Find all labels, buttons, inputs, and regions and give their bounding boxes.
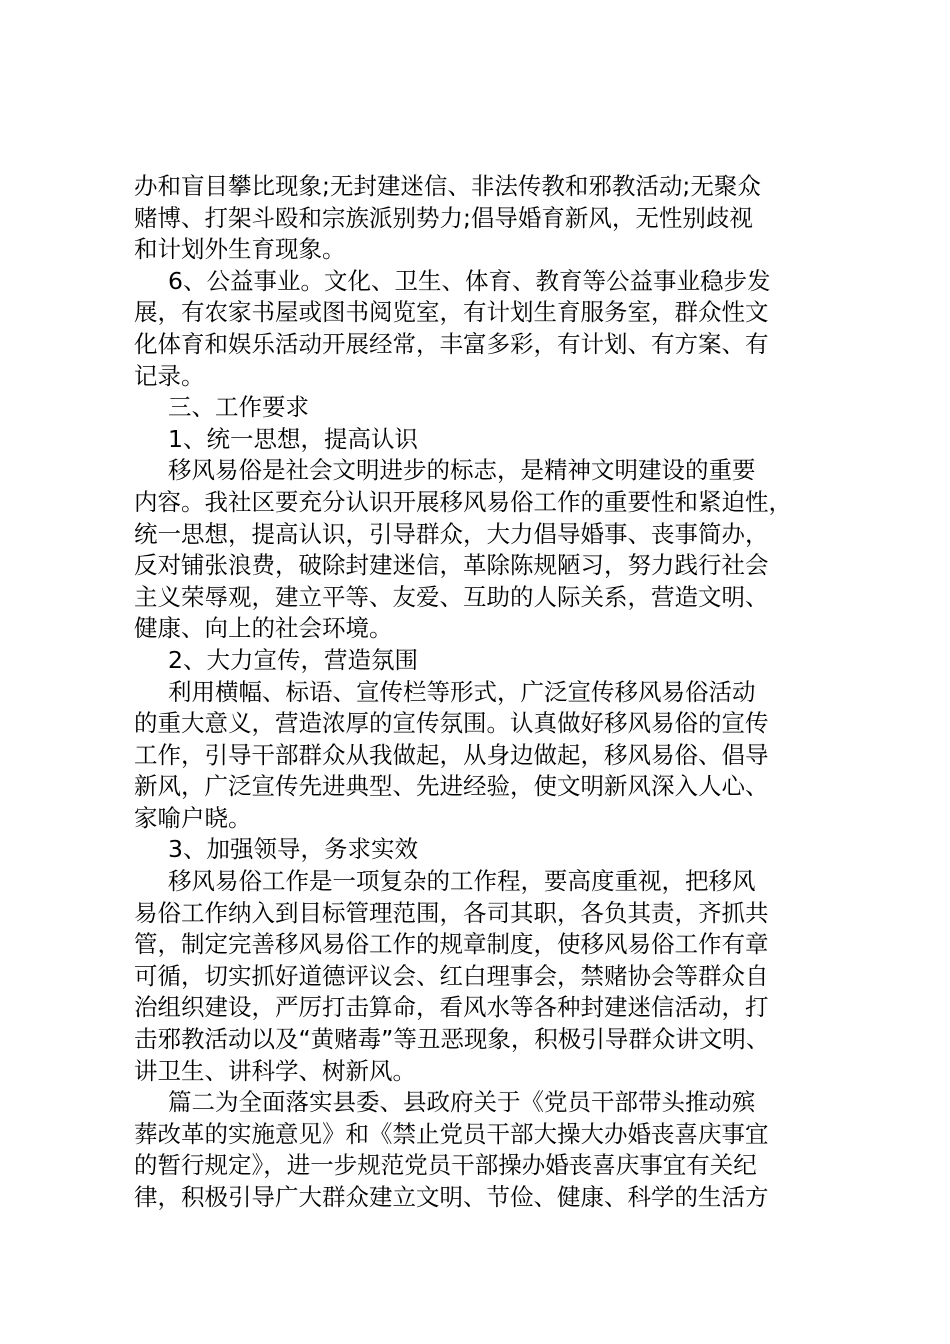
text-line: 易俗工作纳入到目标管理范围，各司其职，各负其责，齐抓共 xyxy=(134,898,769,927)
text-line: 内容。我社区要充分认识开展移风易俗工作的重要性和紧迫性， xyxy=(134,487,792,516)
text-line: 管，制定完善移风易俗工作的规章制度，使移风易俗工作有章 xyxy=(134,930,769,959)
text-line: 主义荣辱观，建立平等、友爱、互助的人际关系，营造文明、 xyxy=(134,582,769,611)
text-line: 反对铺张浪费，破除封建迷信，革除陈规陋习，努力践行社会 xyxy=(134,551,769,580)
text-line: 2、大力宣传，营造氛围 xyxy=(168,645,418,674)
text-line: 治组织建设，严厉打击算命，看风水等各种封建迷信活动，打 xyxy=(134,993,769,1022)
text-line: 1、统一思想，提高认识 xyxy=(168,424,418,453)
text-line: 利用横幅、标语、宣传栏等形式，广泛宣传移风易俗活动 xyxy=(168,677,756,706)
text-line: 记录。 xyxy=(134,361,205,390)
text-line: 律，积极引导广大群众建立文明、节俭、健康、科学的生活方 xyxy=(134,1183,769,1211)
text-line: 可循，切实抓好道德评议会、红白理事会，禁赌协会等群众自 xyxy=(134,961,769,990)
text-line: 的重大意义，营造浓厚的宣传氛围。认真做好移风易俗的宣传 xyxy=(134,709,769,738)
text-line: 篇二为全面落实县委、县政府关于《党员干部带头推动殡 xyxy=(168,1088,756,1117)
text-line: 移风易俗工作是一项复杂的工作程，要高度重视，把移风 xyxy=(168,867,756,896)
text-line: 三、工作要求 xyxy=(168,393,309,422)
text-line: 讲卫生、讲科学、树新风。 xyxy=(134,1056,416,1085)
text-line: 的暂行规定》，进一步规范党员干部操办婚丧喜庆事宜有关纪 xyxy=(134,1151,757,1180)
text-line: 新风，广泛宣传先进典型、先进经验，使文明新风深入人心、 xyxy=(134,772,769,801)
text-line: 家喻户晓。 xyxy=(134,803,252,832)
text-line: 展，有农家书屋或图书阅览室，有计划生育服务室，群众性文 xyxy=(134,298,769,327)
text-line: 3、加强领导，务求实效 xyxy=(168,835,418,864)
text-line: 健康、向上的社会环境。 xyxy=(134,614,393,643)
text-line: 移风易俗是社会文明进步的标志，是精神文明建设的重要 xyxy=(168,456,756,485)
text-line: 击邪教活动以及“黄赌毒”等丑恶现象，积极引导群众讲文明、 xyxy=(134,1025,770,1054)
document-body xyxy=(134,171,834,1214)
text-line: 赌博、打架斗殴和宗族派别势力;倡导婚育新风，无性别歧视 xyxy=(134,203,753,232)
text-line: 工作，引导干部群众从我做起，从身边做起，移风易俗、倡导 xyxy=(134,740,769,769)
text-line: 葬改革的实施意见》和《禁止党员干部大操大办婚丧喜庆事宜 xyxy=(134,1119,769,1148)
text-line: 和计划外生育现象。 xyxy=(134,235,346,264)
text-line: 统一思想，提高认识，引导群众，大力倡导婚事、丧事简办， xyxy=(134,519,769,548)
text-line: 化体育和娱乐活动开展经常，丰富多彩，有计划、有方案、有 xyxy=(134,329,769,358)
text-line: 办和盲目攀比现象;无封建迷信、非法传教和邪教活动;无聚众 xyxy=(134,172,761,200)
text-line: 6、公益事业。文化、卫生、体育、教育等公益事业稳步发 xyxy=(168,266,771,295)
